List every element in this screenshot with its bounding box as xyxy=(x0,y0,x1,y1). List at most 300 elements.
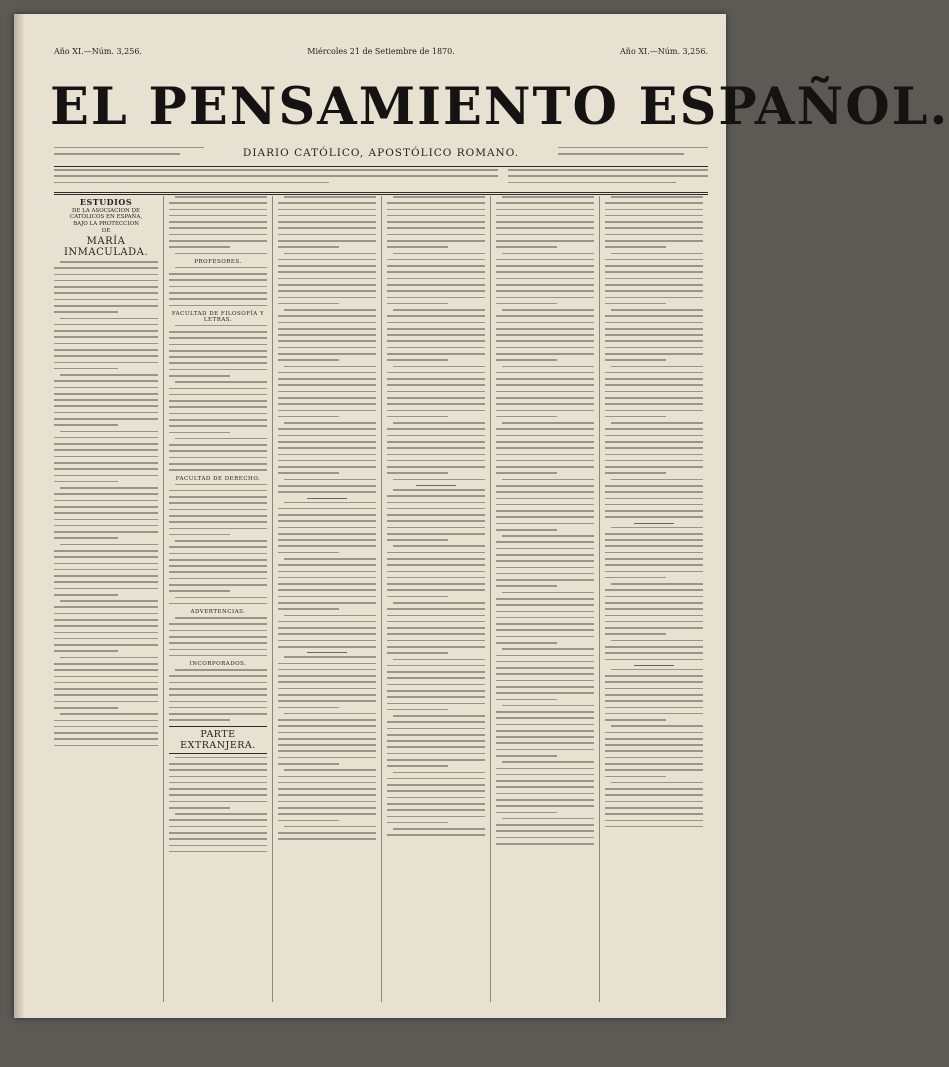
text-line xyxy=(169,337,267,339)
text-line xyxy=(278,278,376,280)
text-line xyxy=(54,563,158,565)
text-line xyxy=(278,807,376,809)
text-line xyxy=(278,322,376,324)
text-line xyxy=(54,519,158,521)
text-line xyxy=(169,490,267,492)
text-line xyxy=(169,234,267,236)
text-line xyxy=(54,512,158,514)
text-line xyxy=(502,535,594,537)
text-line xyxy=(169,406,267,408)
text-line xyxy=(387,652,448,654)
text-line xyxy=(284,502,376,504)
column-3 xyxy=(272,196,381,1002)
text-line xyxy=(169,240,267,242)
text-line xyxy=(605,732,703,734)
text-line xyxy=(54,330,158,332)
page-spine xyxy=(14,14,24,1018)
text-line xyxy=(605,707,703,709)
text-line xyxy=(169,623,267,625)
text-line xyxy=(496,271,594,273)
price-block-right xyxy=(508,169,708,191)
text-line xyxy=(387,596,448,598)
text-line xyxy=(387,403,485,405)
text-line xyxy=(54,349,158,351)
text-line xyxy=(278,663,376,665)
text-line xyxy=(54,449,158,451)
text-line xyxy=(502,479,594,481)
text-line xyxy=(278,303,339,305)
text-line xyxy=(496,717,594,719)
text-line xyxy=(605,552,703,554)
text-line xyxy=(54,650,118,652)
section-heading: FACULTAD DE DERECHO. xyxy=(175,475,261,482)
text-line xyxy=(387,495,485,497)
text-line xyxy=(169,565,267,567)
text-line xyxy=(387,416,448,418)
divider xyxy=(307,498,346,499)
text-line xyxy=(278,447,376,449)
text-line xyxy=(169,642,267,644)
text-line xyxy=(54,575,158,577)
text-line xyxy=(605,510,703,512)
subtitle-row xyxy=(54,142,708,164)
text-line xyxy=(605,757,703,759)
divider xyxy=(634,523,673,524)
text-line xyxy=(605,491,703,493)
text-line xyxy=(278,788,376,790)
text-line xyxy=(393,828,485,830)
text-line xyxy=(278,583,376,585)
text-line xyxy=(387,508,485,510)
text-line xyxy=(605,577,666,579)
text-line xyxy=(387,740,485,742)
text-line xyxy=(393,422,485,424)
text-line xyxy=(54,412,158,414)
text-line xyxy=(387,533,485,535)
text-line xyxy=(54,556,158,558)
motto-left xyxy=(54,147,204,160)
text-line xyxy=(393,309,485,311)
text-line xyxy=(278,820,339,822)
text-line xyxy=(278,719,376,721)
text-line xyxy=(387,315,485,317)
text-line xyxy=(169,649,267,651)
text-line xyxy=(605,813,703,815)
text-line xyxy=(605,460,703,462)
text-line xyxy=(387,397,485,399)
text-line xyxy=(387,265,485,267)
text-line xyxy=(387,677,485,679)
text-line xyxy=(169,375,230,377)
text-line xyxy=(278,372,376,374)
text-line xyxy=(387,797,485,799)
text-line xyxy=(278,633,376,635)
text-line xyxy=(605,633,666,635)
text-line xyxy=(54,732,158,734)
text-line xyxy=(605,713,703,715)
text-line xyxy=(387,552,485,554)
issue-date: Miércoles 21 de Setiembre de 1870. xyxy=(307,46,455,56)
text-line xyxy=(605,498,703,500)
text-line xyxy=(54,280,158,282)
text-line xyxy=(496,843,594,845)
text-line xyxy=(169,776,267,778)
text-line xyxy=(169,273,267,275)
text-line xyxy=(496,372,594,374)
text-line xyxy=(605,372,703,374)
text-line xyxy=(169,502,267,504)
article-body xyxy=(169,617,267,656)
text-line xyxy=(496,661,594,663)
divider xyxy=(634,665,673,666)
text-line xyxy=(387,784,485,786)
section-heading: ADVERTENCIAS. xyxy=(190,609,246,616)
text-line xyxy=(387,809,485,811)
column-5 xyxy=(490,196,599,1002)
text-line xyxy=(387,778,485,780)
text-line xyxy=(393,253,485,255)
text-line xyxy=(169,350,267,352)
text-line xyxy=(278,240,376,242)
text-line xyxy=(496,460,594,462)
text-line xyxy=(169,851,267,853)
text-line xyxy=(605,315,703,317)
text-line xyxy=(278,675,376,677)
text-line xyxy=(496,642,557,644)
text-line xyxy=(387,790,485,792)
text-line xyxy=(387,221,485,223)
text-line xyxy=(387,759,485,761)
text-line xyxy=(169,450,267,452)
text-line xyxy=(54,663,158,665)
text-line xyxy=(54,606,158,608)
text-line xyxy=(387,633,485,635)
text-line xyxy=(54,292,158,294)
text-line xyxy=(605,571,703,573)
text-line xyxy=(605,738,703,740)
text-line xyxy=(496,215,594,217)
text-line xyxy=(278,441,376,443)
article-body xyxy=(387,196,485,480)
text-line xyxy=(278,315,376,317)
text-line xyxy=(169,344,267,346)
text-line xyxy=(496,466,594,468)
text-line xyxy=(284,196,376,198)
text-line xyxy=(54,701,158,703)
text-line xyxy=(605,485,703,487)
text-line xyxy=(169,279,267,281)
text-line xyxy=(169,298,267,300)
text-line xyxy=(278,284,376,286)
text-line xyxy=(496,454,594,456)
text-line xyxy=(169,832,267,834)
text-line xyxy=(605,347,703,349)
text-line xyxy=(496,680,594,682)
text-line xyxy=(278,202,376,204)
text-line xyxy=(278,646,376,648)
text-line xyxy=(169,845,267,847)
text-line xyxy=(496,234,594,236)
text-line xyxy=(387,615,485,617)
text-line xyxy=(169,521,267,523)
text-line xyxy=(387,816,485,818)
text-line xyxy=(387,410,485,412)
text-line xyxy=(605,454,703,456)
text-line xyxy=(54,588,158,590)
text-line xyxy=(278,763,339,765)
text-line xyxy=(387,671,485,673)
text-line xyxy=(387,589,485,591)
text-line xyxy=(175,617,267,619)
text-line xyxy=(387,359,448,361)
text-line xyxy=(393,545,485,547)
text-line xyxy=(278,353,376,355)
text-line xyxy=(605,621,703,623)
text-line xyxy=(54,456,158,458)
text-line xyxy=(169,509,267,511)
divider xyxy=(416,485,455,486)
text-line xyxy=(169,331,267,333)
text-line xyxy=(496,290,594,292)
text-line xyxy=(605,564,703,566)
text-line xyxy=(169,305,267,307)
text-line xyxy=(605,466,703,468)
text-line xyxy=(169,603,267,605)
text-line xyxy=(496,297,594,299)
text-line xyxy=(278,681,376,683)
text-line xyxy=(54,500,158,502)
text-line xyxy=(496,485,594,487)
text-line xyxy=(278,328,376,330)
text-line xyxy=(387,271,485,273)
text-line xyxy=(54,669,158,671)
text-line xyxy=(54,324,158,326)
text-line xyxy=(387,558,485,560)
text-line xyxy=(387,502,485,504)
text-line xyxy=(278,694,376,696)
text-line xyxy=(605,602,703,604)
text-line xyxy=(605,246,666,248)
text-line xyxy=(496,768,594,770)
text-line xyxy=(605,271,703,273)
text-line xyxy=(605,202,703,204)
text-line xyxy=(54,424,118,426)
text-line xyxy=(169,838,267,840)
text-line xyxy=(278,378,376,380)
text-line xyxy=(278,589,376,591)
text-line xyxy=(605,807,703,809)
text-line xyxy=(175,669,267,671)
text-line xyxy=(605,215,703,217)
text-line xyxy=(169,246,230,248)
text-line xyxy=(387,340,485,342)
section-heading: FACULTAD DE FILOSOFÍA Y LETRAS. xyxy=(171,310,265,323)
text-line xyxy=(496,347,594,349)
text-line xyxy=(605,558,703,560)
text-line xyxy=(611,253,703,255)
text-line xyxy=(175,253,267,255)
text-line xyxy=(54,380,158,382)
article-body xyxy=(169,669,267,721)
text-line xyxy=(278,707,339,709)
text-line xyxy=(169,559,267,561)
text-line xyxy=(54,619,158,621)
text-line xyxy=(278,209,376,211)
text-line xyxy=(278,514,376,516)
article-body xyxy=(605,527,703,661)
text-line xyxy=(496,667,594,669)
article-body xyxy=(169,325,267,471)
text-line xyxy=(387,466,485,468)
columns-top-rule xyxy=(54,192,708,195)
text-line xyxy=(496,711,594,713)
text-line xyxy=(496,579,594,581)
text-line xyxy=(502,592,594,594)
text-line xyxy=(605,340,703,342)
text-line xyxy=(278,259,376,261)
text-line xyxy=(175,484,267,486)
text-line xyxy=(169,655,267,657)
text-line xyxy=(278,435,376,437)
text-line xyxy=(169,630,267,632)
text-line xyxy=(496,541,594,543)
text-line xyxy=(496,604,594,606)
text-line xyxy=(605,719,666,721)
text-line xyxy=(278,750,376,752)
text-line xyxy=(54,594,118,596)
issue-number-left: Año XI.—Núm. 3,256. xyxy=(54,46,142,56)
text-line xyxy=(169,534,230,536)
text-line xyxy=(605,545,703,547)
text-line xyxy=(496,416,557,418)
text-line xyxy=(393,196,485,198)
text-line xyxy=(387,803,485,805)
text-line xyxy=(496,221,594,223)
text-line xyxy=(496,246,557,248)
text-line xyxy=(496,322,594,324)
text-line xyxy=(387,684,485,686)
text-line xyxy=(278,545,376,547)
text-line xyxy=(278,640,376,642)
text-line xyxy=(278,454,376,456)
article-body xyxy=(169,484,267,605)
text-line xyxy=(169,286,267,288)
issue-number-right: Año XI.—Núm. 3,256. xyxy=(620,46,708,56)
text-line xyxy=(496,504,594,506)
text-line xyxy=(387,621,485,623)
text-line xyxy=(278,472,339,474)
text-line xyxy=(393,489,485,491)
text-line xyxy=(169,701,267,703)
text-line xyxy=(387,728,485,730)
text-line xyxy=(605,234,703,236)
text-line xyxy=(605,353,703,355)
text-line xyxy=(278,832,376,834)
text-line xyxy=(278,533,376,535)
text-line xyxy=(387,527,485,529)
text-line xyxy=(54,644,158,646)
text-line xyxy=(169,394,267,396)
text-line xyxy=(284,713,376,715)
text-line xyxy=(611,640,703,642)
text-line xyxy=(605,334,703,336)
text-line xyxy=(169,469,267,471)
text-line xyxy=(60,261,158,263)
text-line xyxy=(54,581,158,583)
text-line xyxy=(496,824,594,826)
text-line xyxy=(605,297,703,299)
text-line xyxy=(278,246,339,248)
text-line xyxy=(393,772,485,774)
text-line xyxy=(60,713,158,715)
text-line xyxy=(387,215,485,217)
text-line xyxy=(605,504,703,506)
text-line xyxy=(496,699,557,701)
text-line xyxy=(496,749,594,751)
text-line xyxy=(169,362,267,364)
text-line xyxy=(605,221,703,223)
text-line xyxy=(54,299,158,301)
text-line xyxy=(605,259,703,261)
text-line xyxy=(54,688,158,690)
text-line xyxy=(496,265,594,267)
text-line xyxy=(496,692,594,694)
article-body xyxy=(169,267,267,306)
text-line xyxy=(605,744,703,746)
text-line xyxy=(387,665,485,667)
text-line xyxy=(169,782,267,784)
text-line xyxy=(278,813,376,815)
text-line xyxy=(54,632,158,634)
text-line xyxy=(60,431,158,433)
text-line xyxy=(496,340,594,342)
text-line xyxy=(496,724,594,726)
text-line xyxy=(496,799,594,801)
text-line xyxy=(278,621,376,623)
text-line xyxy=(278,265,376,267)
article-subheading-3: DE xyxy=(101,228,111,234)
text-line xyxy=(496,598,594,600)
text-line xyxy=(175,267,267,269)
text-line xyxy=(496,447,594,449)
text-line xyxy=(387,627,485,629)
price-block-left xyxy=(54,169,498,191)
text-line xyxy=(278,384,376,386)
text-line xyxy=(496,812,557,814)
text-line xyxy=(278,234,376,236)
text-line xyxy=(387,246,448,248)
text-line xyxy=(169,496,267,498)
text-line xyxy=(278,627,376,629)
text-line xyxy=(496,585,557,587)
text-line xyxy=(278,725,376,727)
text-line xyxy=(278,410,376,412)
text-line xyxy=(605,240,703,242)
text-line xyxy=(387,564,485,566)
text-line xyxy=(278,577,376,579)
text-line xyxy=(54,418,158,420)
text-line xyxy=(387,240,485,242)
text-line xyxy=(496,334,594,336)
text-line xyxy=(605,290,703,292)
text-line xyxy=(175,813,267,815)
text-line xyxy=(496,259,594,261)
text-line xyxy=(605,769,703,771)
text-line xyxy=(169,682,267,684)
text-line xyxy=(387,696,485,698)
text-line xyxy=(496,523,594,525)
text-line xyxy=(387,765,448,767)
